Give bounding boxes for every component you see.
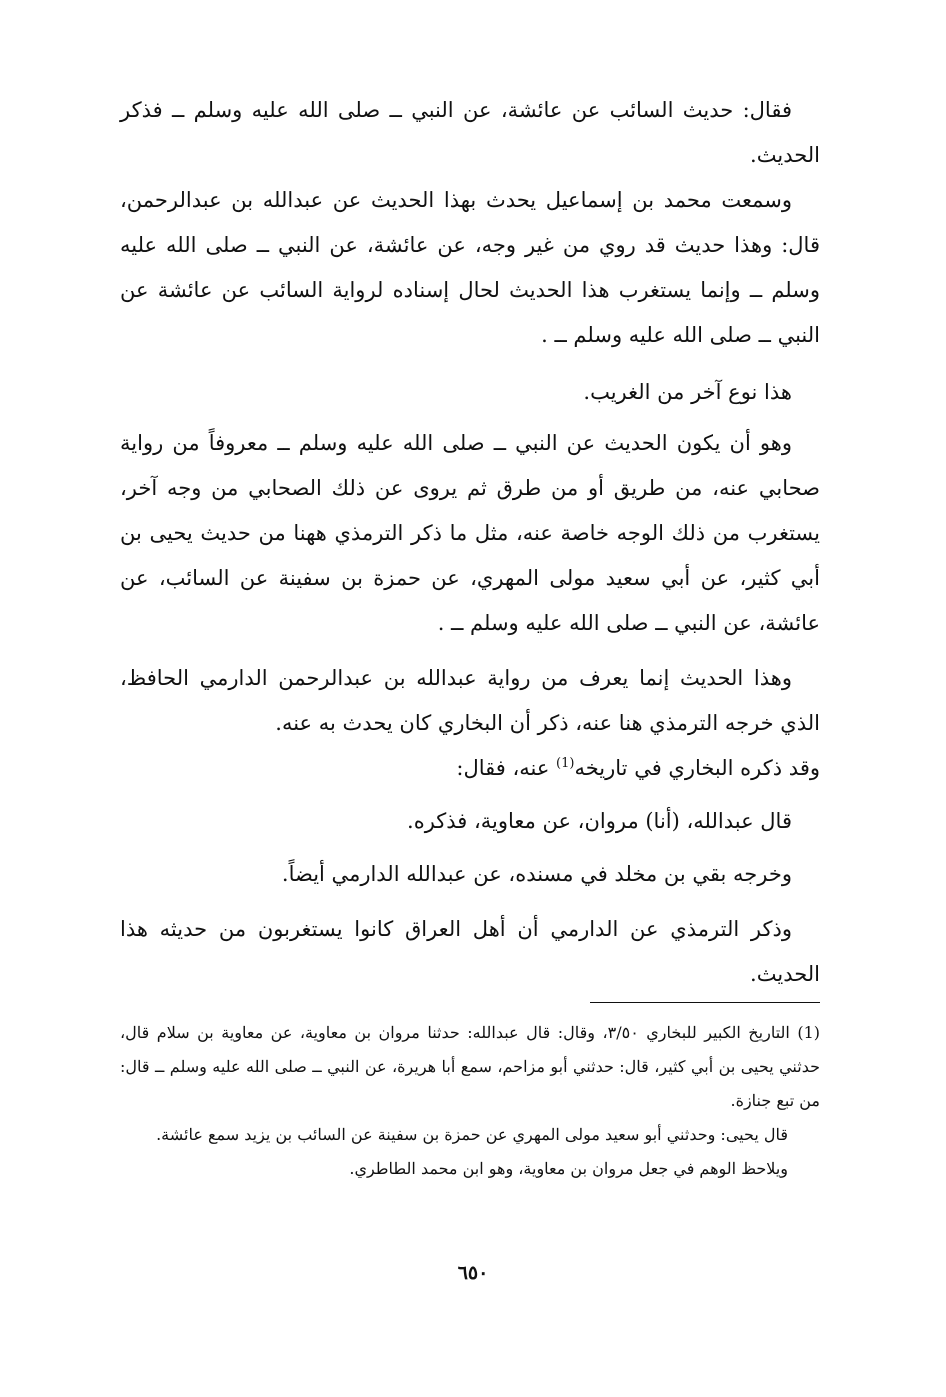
paragraph-5: وهذا الحديث إنما يعرف من رواية عبدالله بن عبدالرحمن الدارمي الحافظ، الذي خرجه الترمذي هنا عنه، ذكر أن البخاري كان يحدث به عنه.: [120, 666, 820, 735]
page-number: ٦٥٠: [457, 1262, 489, 1284]
footnotes: [120, 1016, 820, 1186]
quote-line: قال عبدالله، (أنا) مروان، عن معاوية، فذكره.: [407, 809, 792, 833]
paragraph-2: وسمعت محمد بن إسماعيل يحدث بهذا الحديث عن عبدالله بن عبدالرحمن، قال: وهذا حديث قد روي من غير وجه، عن عائشة، عن النبي ــ صلى الله عليه وسلم ــ وإنما يستغرب هذا الحديث لحال إسناده لرواية السائب عن عائشة عن النبي ــ صلى الله عليه وسلم ــ .: [120, 188, 820, 347]
paragraph-history: [120, 746, 820, 791]
footnote-reference[interactable]: (1): [556, 756, 575, 771]
footnote-1: (1) التاريخ الكبير للبخاري ٣/٥٠، وقال: قال عبدالله: حدثنا مروان بن معاوية، عن معاوية بن سلام قال، حدثني يحيى بن أبي كثير، قال: حدثني أبو مزاحم، سمع أبا هريرة، عن النبي ــ صلى الله عليه وسلم ــ قال: من تبع جنازة.: [120, 1023, 820, 1110]
footnote-divider: [590, 1002, 820, 1003]
paragraph-4: وهو أن يكون الحديث عن النبي ــ صلى الله عليه وسلم ــ معروفاً من رواية صحابي عنه، من طريق أو من طرق ثم يروى عن ذلك الصحابي من وجه آخر، يستغرب من ذلك الوجه خاصة عنه، مثل ما ذكر الترمذي ههنا من حديث يحيى بن أبي كثير، عن أبي سعيد مولى المهري، عن حمزة بن سفينة عن السائب، عن عائشة، عن النبي ــ صلى الله عليه وسلم ــ .: [120, 431, 820, 635]
closing-paragraph: وذكر الترمذي عن الدارمي أن أهل العراق كانوا يستغربون من حديثه هذا الحديث.: [120, 917, 820, 986]
history-text-after: عنه، فقال:: [456, 756, 557, 780]
paragraph-3: هذا نوع آخر من الغريب.: [583, 380, 792, 404]
history-text-before: وقد ذكره البخاري في تاريخه: [574, 756, 820, 780]
footnote-1-note: ويلاحظ الوهم في جعل مروان بن معاوية، وهو ابن محمد الطاطري.: [349, 1159, 788, 1178]
baqi-line: وخرجه بقي بن مخلد في مسنده، عن عبدالله الدارمي أيضاً.: [281, 862, 792, 886]
footnote-1-continuation: قال يحيى: وحدثني أبو سعيد مولى المهري عن حمزة بن سفينة عن السائب بن يزيد سمع عائشة.: [156, 1125, 788, 1144]
page-body: [120, 88, 820, 997]
paragraph-1: فقال: حديث السائب عن عائشة، عن النبي ــ صلى الله عليه وسلم ــ فذكر الحديث.: [120, 98, 820, 167]
